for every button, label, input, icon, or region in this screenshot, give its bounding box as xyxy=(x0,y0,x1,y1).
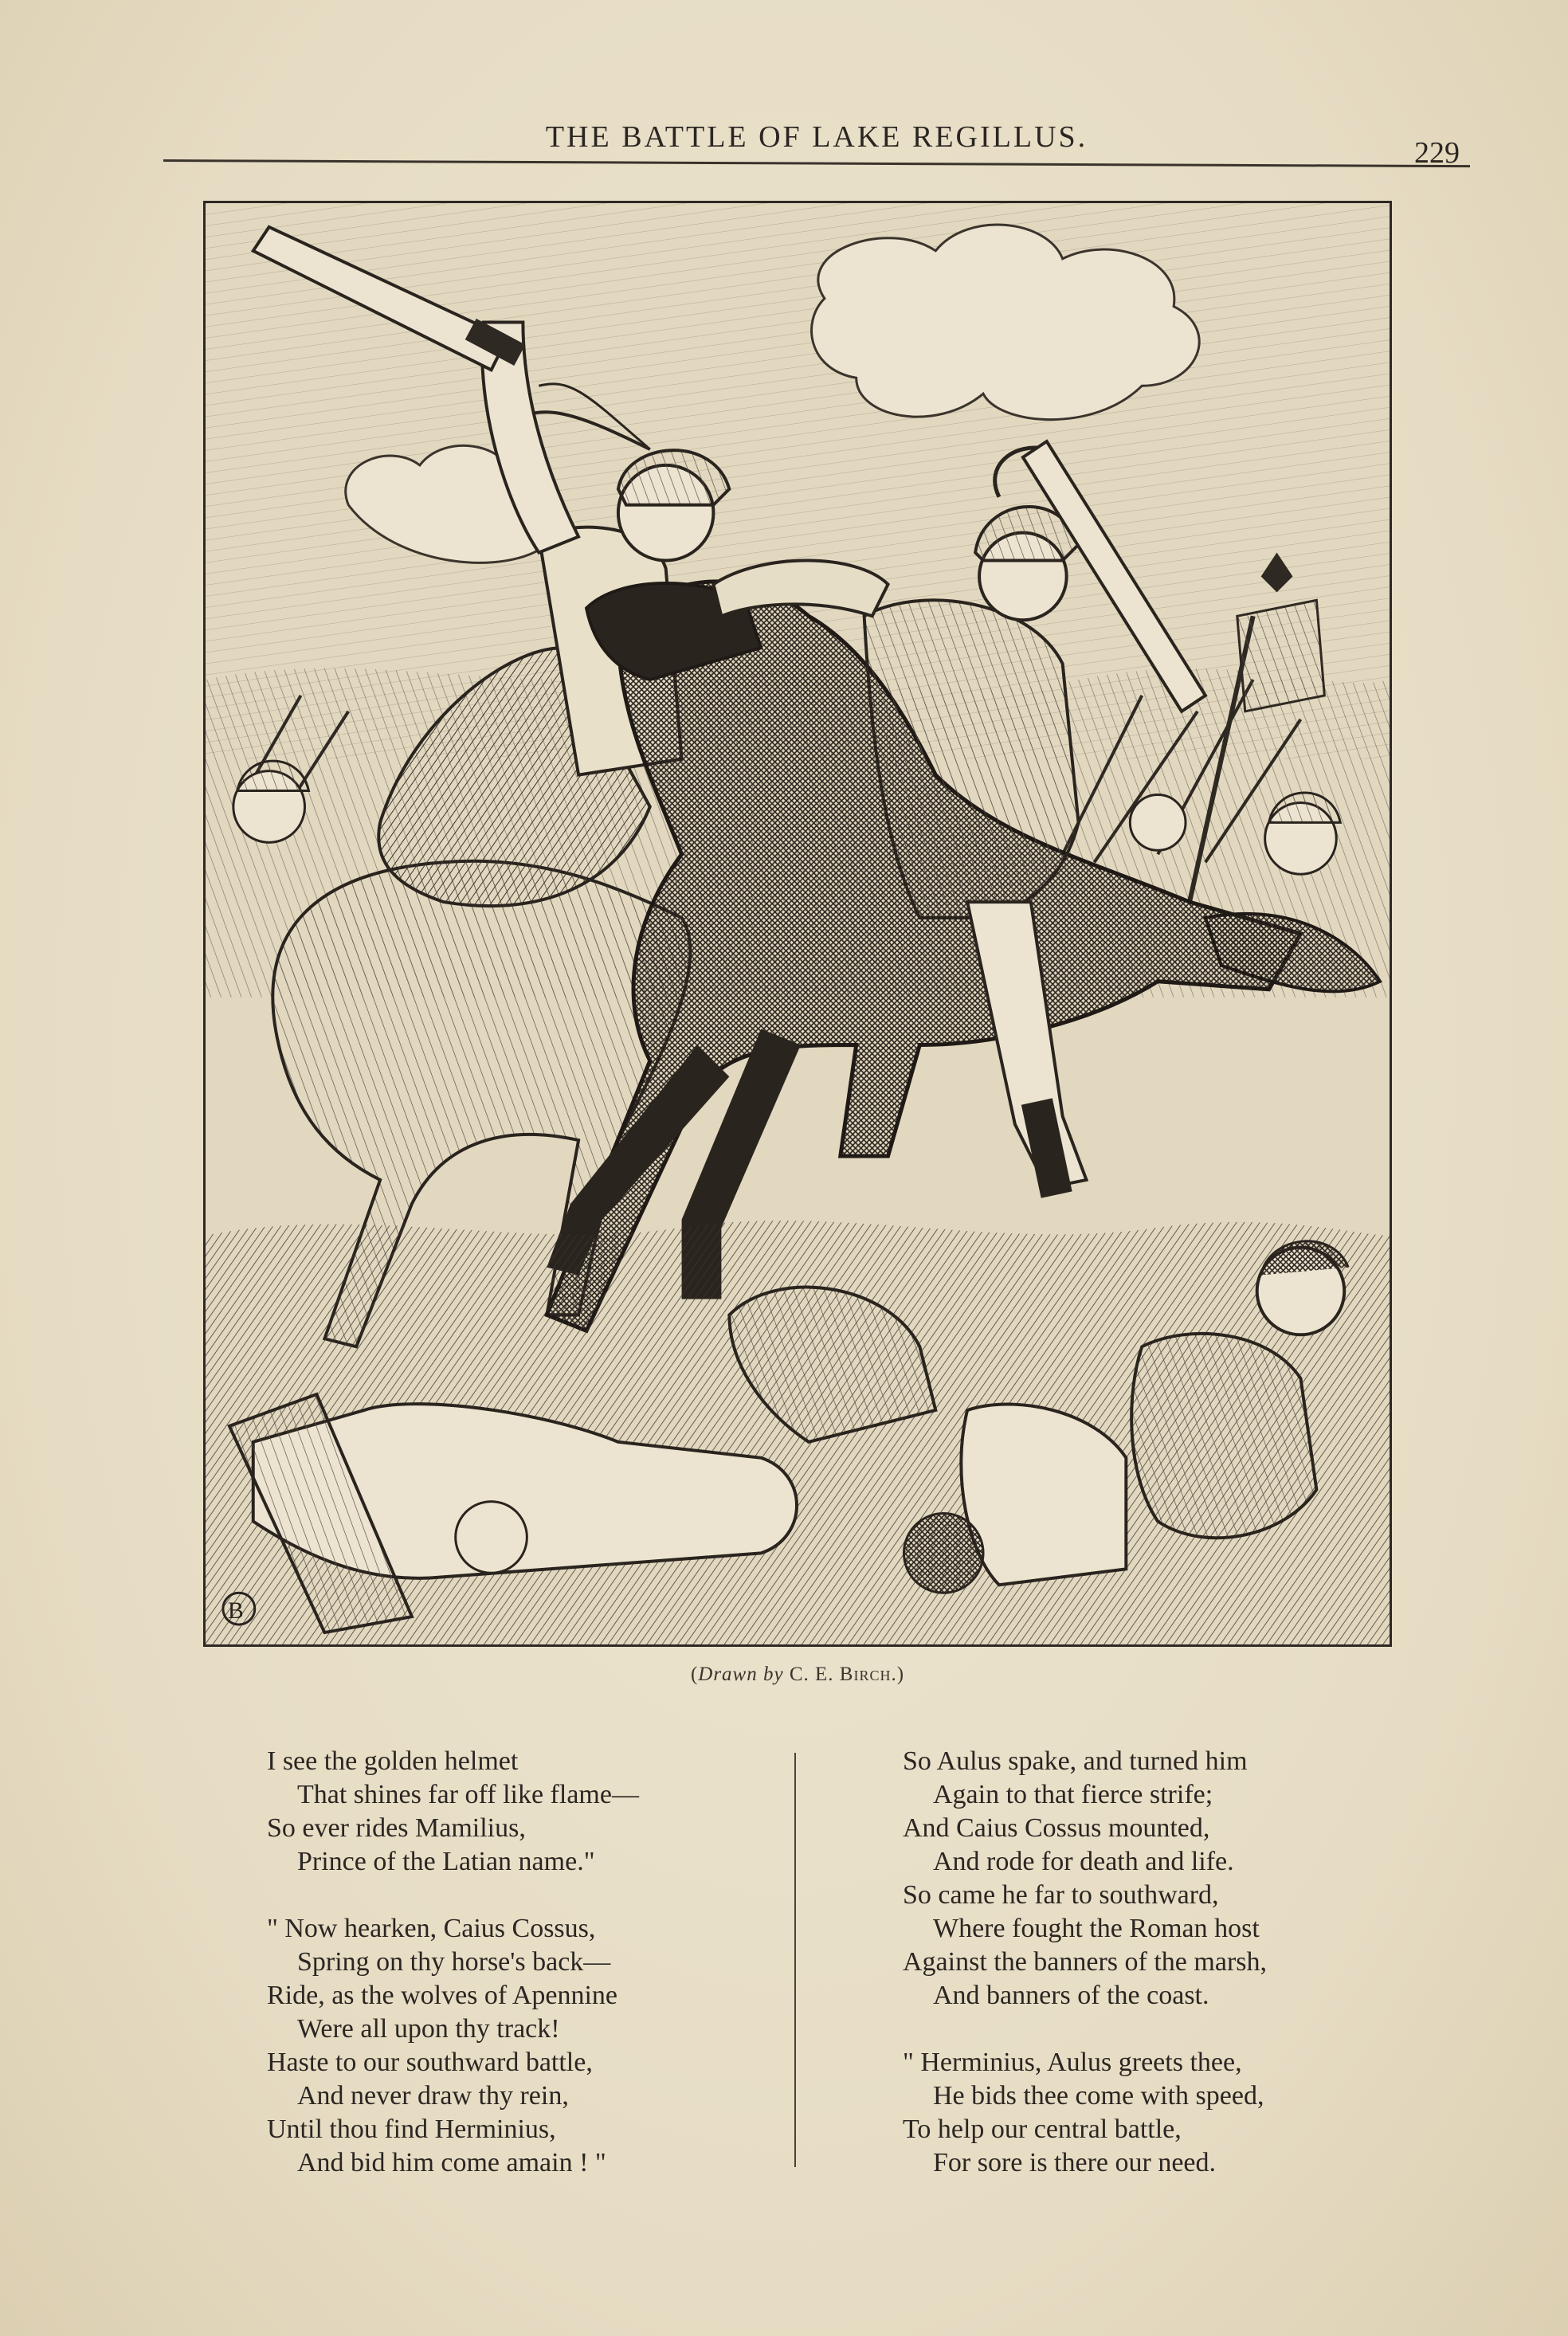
poem-line: For sore is there our need. xyxy=(933,2148,1217,2177)
poem-line: And rode for death and life. xyxy=(933,1847,1234,1876)
poem-line: And bid him come amain ! " xyxy=(297,2148,606,2177)
poem-line: Where fought the Roman host xyxy=(933,1914,1260,1943)
column-divider xyxy=(794,1753,796,2167)
poem-line: Ride, as the wolves of Apennine xyxy=(267,1981,618,2010)
illustration-caption xyxy=(203,1664,1392,1686)
poem-line: Against the banners of the marsh, xyxy=(903,1947,1267,1977)
poem-stanza xyxy=(267,1745,639,1879)
poem-line: Spring on thy horse's back— xyxy=(297,1947,611,1977)
poem-line: To help our central battle, xyxy=(903,2115,1182,2144)
poem-line: And Caius Cossus mounted, xyxy=(903,1813,1210,1843)
poem-line: Until thou find Herminius, xyxy=(267,2115,556,2144)
caption-artist: C. E. Birch. xyxy=(789,1664,897,1685)
battle-engraving-icon xyxy=(206,203,1390,1644)
poem-line: So Aulus spake, and turned him xyxy=(903,1746,1248,1776)
poem-stanza xyxy=(903,2046,1267,2180)
svg-text:B: B xyxy=(227,1597,244,1625)
caption-drawn-by: Drawn by xyxy=(698,1664,784,1685)
poem-line: Were all upon thy track! xyxy=(297,2014,560,2044)
engraving-illustration xyxy=(203,201,1392,1647)
caption-open-paren: ( xyxy=(690,1664,699,1685)
running-title: THE BATTLE OF LAKE REGILLUS. xyxy=(545,120,1088,154)
poem-stanza xyxy=(267,1912,639,2180)
poem-line: And never draw thy rein, xyxy=(297,2081,569,2111)
poem-left-column xyxy=(267,1745,639,2213)
poem-line: So came he far to southward, xyxy=(903,1880,1219,1910)
header-rule xyxy=(163,159,1470,167)
poem-line: That shines far off like flame— xyxy=(297,1780,639,1809)
poem-line: Again to that fierce strife; xyxy=(933,1780,1213,1809)
poem-line: Haste to our southward battle, xyxy=(267,2048,593,2077)
caption-close-paren: ) xyxy=(896,1664,905,1685)
page-number: 229 xyxy=(1414,136,1460,170)
poem-stanza xyxy=(903,1745,1267,2013)
poem-line: Prince of the Latian name." xyxy=(297,1847,595,1876)
poem-line: I see the golden helmet xyxy=(267,1746,519,1776)
poem-line: " Herminius, Aulus greets thee, xyxy=(903,2048,1242,2077)
poem-line: So ever rides Mamilius, xyxy=(267,1813,526,1843)
poem-right-column xyxy=(903,1745,1267,2213)
poem-line: He bids thee come with speed, xyxy=(933,2081,1264,2111)
poem-line: And banners of the coast. xyxy=(933,1981,1209,2010)
poem-line: " Now hearken, Caius Cossus, xyxy=(267,1914,596,1943)
